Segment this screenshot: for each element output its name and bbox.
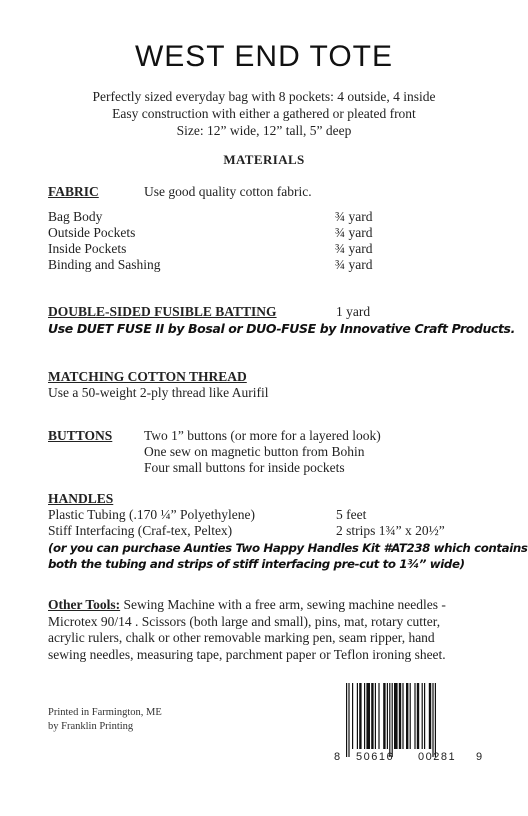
handles-item-amount: 5 feet <box>336 507 367 522</box>
barcode-bar <box>392 683 393 757</box>
intro-line: Easy construction with either a gathered or pleated front <box>112 106 416 121</box>
batting-note: Use DUET FUSE II by Bosal or DUO-FUSE by Innovative Craft Products. <box>48 321 515 336</box>
barcode-bar <box>435 683 436 757</box>
barcode-bar <box>383 683 385 749</box>
barcode-bar <box>422 683 423 749</box>
fabric-heading: FABRIC <box>48 184 99 199</box>
thread-heading: MATCHING COTTON THREAD <box>48 369 247 384</box>
buttons-line: Four small buttons for inside pockets <box>144 460 345 475</box>
other-tools-text: Sewing Machine with a free arm, sewing machine needles - Microtex 90/14 . Scissors (both large and small), pins, mat, rotary cutter, acrylic rulers, chalk or other removable marking pen, seam ripper, hand sewing needles, measuring tape, parchment paper or Teflon ironing sheet. <box>48 597 446 662</box>
batting-amount: 1 yard <box>336 304 371 319</box>
barcode <box>336 683 484 769</box>
barcode-bar <box>357 683 358 749</box>
buttons-heading: BUTTONS <box>48 428 113 443</box>
fabric-item-amount: ¾ yard <box>335 225 373 240</box>
barcode-bar <box>399 683 401 749</box>
buttons-line: One sew on magnetic button from Bohin <box>144 444 365 459</box>
thread-note: Use a 50-weight 2-ply thread like Aurifil <box>48 385 269 400</box>
barcode-bar <box>364 683 365 749</box>
barcode-bar <box>394 683 398 749</box>
barcode-bar <box>371 683 373 749</box>
barcode-bar <box>406 683 408 749</box>
intro-line: Perfectly sized everyday bag with 8 pockets: 4 outside, 4 inside <box>92 89 436 104</box>
barcode-bar <box>387 683 388 749</box>
other-tools-paragraph <box>48 597 468 663</box>
barcode-bar <box>417 683 419 749</box>
fabric-item-name: Outside Pockets <box>48 225 136 240</box>
handles-item-name: Plastic Tubing (.170 ¼” Polyethylene) <box>48 507 255 522</box>
handles-item-name: Stiff Interfacing (Craf-tex, Peltex) <box>48 523 233 538</box>
barcode-bar <box>378 683 379 749</box>
barcode-bar <box>359 683 361 749</box>
intro-line: Size: 12” wide, 12” tall, 5” deep <box>176 123 352 138</box>
barcode-bar <box>346 683 347 757</box>
barcode-check-digit: 9 <box>476 751 483 763</box>
barcode-bar <box>366 683 370 749</box>
fabric-item-amount: ¾ yard <box>335 241 373 256</box>
barcode-bar <box>375 683 376 749</box>
fabric-item-amount: ¾ yard <box>335 209 373 224</box>
barcode-right-digits: 00281 <box>418 751 457 763</box>
fabric-item-name: Bag Body <box>48 209 103 224</box>
barcode-bar <box>424 683 425 749</box>
barcode-bar <box>348 683 349 757</box>
printer-line: by Franklin Printing <box>48 721 134 732</box>
barcode-lead-digit: 8 <box>334 751 341 763</box>
fabric-item-name: Binding and Sashing <box>48 257 161 272</box>
handles-note-line: (or you can purchase Aunties Two Happy Handles Kit #AT238 which contains <box>48 541 528 555</box>
barcode-bar <box>432 683 433 757</box>
barcode-bar <box>429 683 431 749</box>
printer-info <box>48 706 162 734</box>
other-tools-heading: Other Tools: <box>48 597 121 612</box>
printer-line: Printed in Farmington, ME <box>48 707 162 718</box>
buttons-line: Two 1” buttons (or more for a layered look) <box>144 428 381 443</box>
page-title: WEST END TOTE <box>134 40 394 73</box>
fabric-item-name: Inside Pockets <box>48 241 127 256</box>
handles-item-amount: 2 strips 1¾” x 20½” <box>336 523 445 538</box>
materials-heading: MATERIALS <box>223 152 305 167</box>
barcode-bar <box>389 683 390 757</box>
handles-note-line: both the tubing and strips of stiff interfacing pre-cut to 1¾” wide) <box>48 557 465 571</box>
intro-block <box>0 88 528 139</box>
barcode-left-digits: 50616 <box>356 751 395 763</box>
batting-heading: DOUBLE-SIDED FUSIBLE BATTING <box>48 304 277 319</box>
barcode-bar <box>414 683 415 749</box>
fabric-note: Use good quality cotton fabric. <box>144 184 312 199</box>
barcode-bar <box>402 683 403 749</box>
handles-heading: HANDLES <box>48 491 114 506</box>
barcode-bar <box>352 683 353 749</box>
barcode-bar <box>410 683 411 749</box>
fabric-item-amount: ¾ yard <box>335 257 373 272</box>
